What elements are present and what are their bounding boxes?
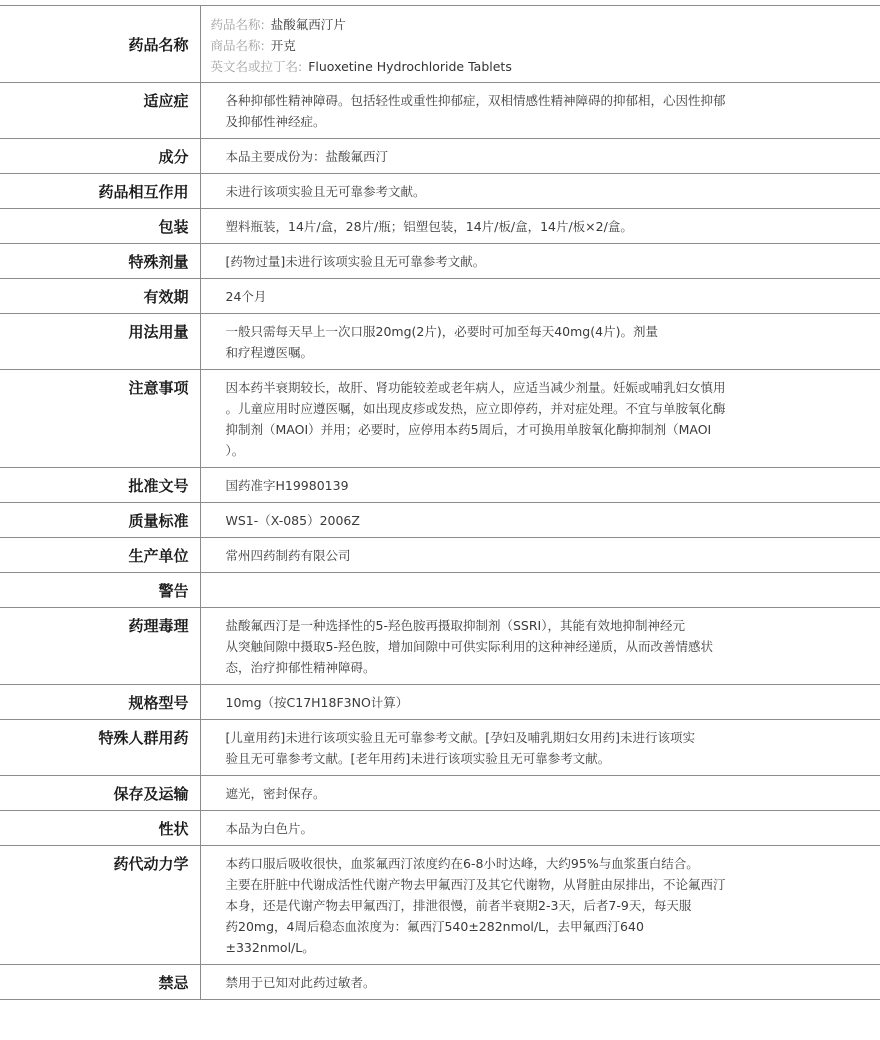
text-line: 国药准字H19980139 xyxy=(225,478,349,493)
row-label-precautions: 注意事项 xyxy=(0,370,200,468)
row-value-drug-name xyxy=(200,6,880,83)
row-value-manufacturer xyxy=(200,538,880,573)
text-line: 本品主要成份为：盐酸氟西汀 xyxy=(225,149,389,164)
row-label-overdose: 特殊剂量 xyxy=(0,244,200,279)
text-line: 未进行该项实验且无可靠参考文献。 xyxy=(225,184,426,199)
text-line: 因本药半衰期较长，故肝、肾功能较差或老年病人，应适当减少剂量。妊娠或哺乳妇女慎用 xyxy=(225,380,726,395)
text-line: 24个月 xyxy=(225,289,267,304)
row-value-contraindications xyxy=(200,965,880,1000)
row-specification xyxy=(0,685,880,720)
row-special-population xyxy=(0,720,880,776)
row-label-manufacturer: 生产单位 xyxy=(0,538,200,573)
text-line: 主要在肝脏中代谢成活性代谢产物去甲氟西汀及其它代谢物，从肾脏由尿排出，不论氟西汀 xyxy=(225,877,726,892)
text-line: 一般只需每天早上一次口服20mg(2片)，必要时可加至每天40mg(4片)。剂量 xyxy=(225,324,658,339)
row-label-approval: 批准文号 xyxy=(0,468,200,503)
english-name-line xyxy=(211,56,861,77)
row-value-appearance xyxy=(200,811,880,846)
row-pharmacokinetics xyxy=(0,846,880,965)
row-value-storage xyxy=(200,776,880,811)
row-value-pharmacology xyxy=(200,608,880,685)
text-line: 禁用于已知对此药过敏者。 xyxy=(225,975,376,990)
text-line: [儿童用药]未进行该项实验且无可靠参考文献。[孕妇及哺乳期妇女用药]未进行该项实 xyxy=(225,730,696,745)
row-label-pharmacokinetics: 药代动力学 xyxy=(0,846,200,965)
text-line xyxy=(226,580,801,601)
row-label-contraindications: 禁忌 xyxy=(0,965,200,1000)
english-name-value: Fluoxetine Hydrochloride Tablets xyxy=(308,59,512,74)
row-label-interactions: 药品相互作用 xyxy=(0,174,200,209)
row-packaging xyxy=(0,209,880,244)
trade-name-line xyxy=(211,35,861,56)
row-value-approval xyxy=(200,468,880,503)
text-line: 和疗程遵医嘱。 xyxy=(225,345,314,360)
generic-name-value: 盐酸氟西汀片 xyxy=(270,17,346,32)
row-value-indications xyxy=(200,83,880,139)
text-line: 。儿童应用时应遵医嘱，如出现皮疹或发热，应立即停药，并对症处理。不宜与单胺氧化酶 xyxy=(225,401,726,416)
text-line: 各种抑郁性精神障碍。包括轻性或重性抑郁症，双相情感性精神障碍的抑郁相，心因性抑郁 xyxy=(225,93,726,108)
row-value-precautions xyxy=(200,370,880,468)
row-label-appearance: 性状 xyxy=(0,811,200,846)
text-line: 验且无可靠参考文献。[老年用药]未进行该项实验且无可靠参考文献。 xyxy=(225,751,611,766)
row-label-pharmacology: 药理毒理 xyxy=(0,608,200,685)
drug-spec-table xyxy=(0,5,880,1000)
row-value-packaging xyxy=(200,209,880,244)
drug-spec-sheet xyxy=(0,5,880,1000)
row-label-specification: 规格型号 xyxy=(0,685,200,720)
text-line: 常州四药制药有限公司 xyxy=(225,548,351,563)
text-line: ）。 xyxy=(225,443,245,458)
row-value-warning xyxy=(200,573,880,608)
row-pharmacology xyxy=(0,608,880,685)
row-value-composition xyxy=(200,139,880,174)
text-line: 态，治疗抑郁性精神障碍。 xyxy=(225,660,376,675)
trade-name-value: 开克 xyxy=(270,38,296,53)
text-line: 本身，还是代谢产物去甲氟西汀，排泄很慢，前者半衰期2-3天，后者7-9天，每天服 xyxy=(225,898,692,913)
row-contraindications xyxy=(0,965,880,1000)
generic-name-key: 药品名称: xyxy=(210,17,265,32)
row-label-composition: 成分 xyxy=(0,139,200,174)
text-line: 塑料瓶装，14片/盒，28片/瓶；铝塑包装，14片/板/盒，14片/板×2/盒。 xyxy=(225,219,633,234)
row-storage xyxy=(0,776,880,811)
row-label-warning: 警告 xyxy=(0,573,200,608)
row-standard xyxy=(0,503,880,538)
row-precautions xyxy=(0,370,880,468)
row-label-shelf-life: 有效期 xyxy=(0,279,200,314)
row-value-shelf-life xyxy=(200,279,880,314)
row-value-special-population xyxy=(200,720,880,776)
text-line: 本药口服后吸收很快，血浆氟西汀浓度约在6-8小时达峰，大约95%与血浆蛋白结合。 xyxy=(225,856,699,871)
text-line: 从突触间隙中摄取5-羟色胺，增加间隙中可供实际利用的这种神经递质，从而改善情感状 xyxy=(225,639,713,654)
text-line: 药20mg，4周后稳态血浓度为：氟西汀540±282nmol/L，去甲氟西汀640 xyxy=(225,919,644,934)
row-label-dosage: 用法用量 xyxy=(0,314,200,370)
english-name-key: 英文名或拉丁名: xyxy=(210,59,303,74)
row-label-indications: 适应症 xyxy=(0,83,200,139)
row-label-packaging: 包装 xyxy=(0,209,200,244)
row-label-drug-name: 药品名称 xyxy=(0,6,200,83)
trade-name-key: 商品名称: xyxy=(210,38,265,53)
row-overdose xyxy=(0,244,880,279)
row-appearance xyxy=(0,811,880,846)
row-manufacturer xyxy=(0,538,880,573)
row-drug-name xyxy=(0,6,880,83)
row-value-specification xyxy=(200,685,880,720)
row-warning xyxy=(0,573,880,608)
text-line: [药物过量]未进行该项实验且无可靠参考文献。 xyxy=(225,254,486,269)
row-label-storage: 保存及运输 xyxy=(0,776,200,811)
row-label-standard: 质量标准 xyxy=(0,503,200,538)
row-approval xyxy=(0,468,880,503)
row-interactions xyxy=(0,174,880,209)
row-composition xyxy=(0,139,880,174)
row-value-standard xyxy=(200,503,880,538)
row-value-pharmacokinetics xyxy=(200,846,880,965)
text-line: 本品为白色片。 xyxy=(225,821,314,836)
row-value-overdose xyxy=(200,244,880,279)
row-indications xyxy=(0,83,880,139)
text-line: 盐酸氟西汀是一种选择性的5-羟色胺再摄取抑制剂（SSRI），其能有效地抑制神经元 xyxy=(225,618,685,633)
text-line: ±332nmol/L。 xyxy=(225,940,315,955)
text-line: 遮光，密封保存。 xyxy=(225,786,326,801)
row-value-interactions xyxy=(200,174,880,209)
row-label-special-population: 特殊人群用药 xyxy=(0,720,200,776)
row-value-dosage xyxy=(200,314,880,370)
row-dosage xyxy=(0,314,880,370)
row-shelf-life xyxy=(0,279,880,314)
generic-name-line xyxy=(211,14,861,35)
text-line: 及抑郁性神经症。 xyxy=(225,114,326,129)
text-line: WS1-（X-085）2006Z xyxy=(225,513,360,528)
text-line: 抑制剂（MAOI）并用；必要时，应停用本药5周后，才可换用单胺氧化酶抑制剂（MAOI xyxy=(225,422,712,437)
text-line: 10mg（按C17H18F3NO计算） xyxy=(225,695,409,710)
